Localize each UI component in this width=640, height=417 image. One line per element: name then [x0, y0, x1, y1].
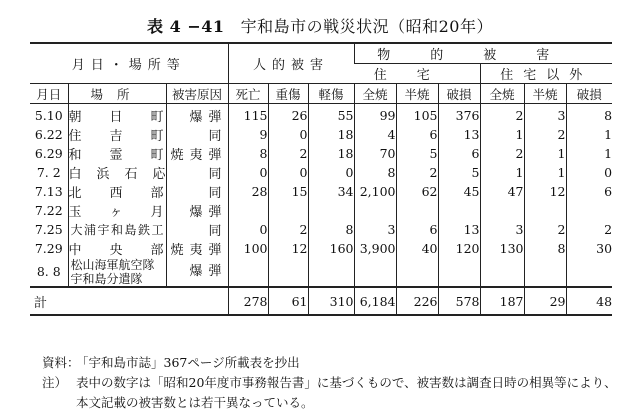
- cell-light: 160: [308, 239, 354, 258]
- header-date: 月日: [30, 84, 68, 104]
- cell-date: 7.29: [34, 241, 63, 256]
- cell-o-full: 1: [480, 163, 524, 182]
- cell-h-half: 5: [396, 144, 438, 163]
- cell-place: 住吉町: [68, 125, 166, 144]
- cell-o-half: 12: [524, 182, 566, 201]
- cell-h-full: 70: [354, 144, 396, 163]
- cell-light: [308, 258, 354, 287]
- cell-place: 白浜石応: [68, 163, 166, 182]
- cell-dead: 8: [228, 144, 268, 163]
- header-severe: 重傷: [268, 84, 308, 104]
- header-h-full: 全焼: [354, 84, 396, 104]
- cell-h-half: 62: [396, 182, 438, 201]
- cell-h-destroyed: [438, 258, 480, 287]
- cell-light: 18: [308, 125, 354, 144]
- header-human-damage: 人的被害: [228, 43, 354, 84]
- cell-date: 8. 8: [36, 264, 61, 279]
- total-dead: 278: [228, 287, 268, 315]
- cell-o-destroyed: 6: [566, 182, 612, 201]
- total-h-full: 6,184: [354, 287, 396, 315]
- header-o-half: 半焼: [524, 84, 566, 104]
- cell-severe: 2: [268, 144, 308, 163]
- table-row: [30, 239, 612, 258]
- cell-light: 8: [308, 220, 354, 239]
- cell-o-full: 1: [480, 125, 524, 144]
- table-row: [30, 258, 612, 287]
- source-note: [42, 353, 617, 373]
- cell-h-destroyed: 6: [438, 144, 480, 163]
- cell-o-destroyed: 1: [566, 125, 612, 144]
- header-o-destroyed: 破損: [566, 84, 612, 104]
- cell-h-half: [396, 258, 438, 287]
- cell-o-half: 8: [524, 239, 566, 258]
- cell-o-half: 1: [524, 163, 566, 182]
- footnote: [42, 373, 617, 393]
- cell-cause: 爆弾: [166, 201, 228, 220]
- cell-o-full: [480, 258, 524, 287]
- cell-h-full: 8: [354, 163, 396, 182]
- total-o-destroyed: 48: [566, 287, 612, 315]
- cell-cause: 爆弾: [166, 104, 228, 126]
- total-light: 310: [308, 287, 354, 315]
- cell-h-destroyed: 120: [438, 239, 480, 258]
- cell-severe: [268, 201, 308, 220]
- cell-o-full: 47: [480, 182, 524, 201]
- cell-o-destroyed: 0: [566, 163, 612, 182]
- cell-place: 北西部: [68, 182, 166, 201]
- cell-o-full: 2: [480, 144, 524, 163]
- cell-severe: [268, 258, 308, 287]
- cell-severe: 26: [268, 104, 308, 126]
- footnote-label: 注）: [42, 375, 68, 390]
- cell-o-destroyed: 30: [566, 239, 612, 258]
- cell-light: 34: [308, 182, 354, 201]
- header-place: 場所: [68, 84, 166, 104]
- header-dead: 死亡: [228, 84, 268, 104]
- cell-dead: 9: [228, 125, 268, 144]
- cell-place: 大浦宇和島鉄工: [68, 220, 166, 239]
- cell-place: 朝日町: [68, 104, 166, 126]
- cell-light: 0: [308, 163, 354, 182]
- cell-severe: 0: [268, 163, 308, 182]
- cell-h-full: [354, 201, 396, 220]
- table-row: [30, 201, 612, 220]
- cell-h-destroyed: 13: [438, 220, 480, 239]
- cell-o-half: [524, 201, 566, 220]
- table-row: [30, 125, 612, 144]
- cell-o-full: 2: [480, 104, 524, 126]
- header-o-full: 全焼: [480, 84, 524, 104]
- cell-severe: 12: [268, 239, 308, 258]
- total-o-full: 187: [480, 287, 524, 315]
- cell-date: 7.22: [34, 203, 63, 218]
- cell-cause: 焼夷弾: [166, 144, 228, 163]
- cell-o-destroyed: [566, 201, 612, 220]
- cell-dead: 0: [228, 163, 268, 182]
- cell-o-destroyed: [566, 258, 612, 287]
- table-caption: 宇和島市の戦災状況（昭和20年）: [240, 17, 493, 36]
- cell-light: [308, 201, 354, 220]
- cell-h-full: 2,100: [354, 182, 396, 201]
- table-number: 表 4 −41: [147, 17, 225, 36]
- cell-h-destroyed: 13: [438, 125, 480, 144]
- header-property-damage: 物的被害: [354, 43, 612, 64]
- cell-place-line1: 松山海軍航空隊: [70, 258, 155, 272]
- cell-h-half: 6: [396, 220, 438, 239]
- cell-severe: 2: [268, 220, 308, 239]
- cell-cause: 焼夷弾: [166, 239, 228, 258]
- cell-h-full: 3,900: [354, 239, 396, 258]
- cell-o-destroyed: 8: [566, 104, 612, 126]
- cell-place: 和霊町: [68, 144, 166, 163]
- cell-o-full: 130: [480, 239, 524, 258]
- header-non-housing: 住宅以外: [480, 64, 612, 84]
- cell-h-destroyed: [438, 201, 480, 220]
- cell-cause: 同: [166, 163, 228, 182]
- cell-light: 18: [308, 144, 354, 163]
- cell-date: 7.25: [34, 222, 63, 237]
- header-cause: 被害原因: [166, 84, 228, 104]
- cell-severe: 0: [268, 125, 308, 144]
- cell-dead: [228, 201, 268, 220]
- cell-date: 6.22: [34, 127, 63, 142]
- cell-o-full: [480, 201, 524, 220]
- cell-light: 55: [308, 104, 354, 126]
- table-row: [30, 163, 612, 182]
- cell-cause: 同: [166, 182, 228, 201]
- header-date-place: 月日・場所等: [30, 43, 228, 84]
- cell-o-destroyed: 2: [566, 220, 612, 239]
- cell-date: 5.10: [34, 108, 63, 123]
- table-row: [30, 220, 612, 239]
- cell-o-half: 2: [524, 220, 566, 239]
- table-row: [30, 144, 612, 163]
- header-h-half: 半焼: [396, 84, 438, 104]
- table-row: [30, 104, 612, 126]
- source-text: 「宇和島市誌」367ページ所載表を抄出: [76, 355, 300, 370]
- cell-date: 6.29: [34, 146, 63, 161]
- cell-h-half: 105: [396, 104, 438, 126]
- cell-o-half: 2: [524, 125, 566, 144]
- header-housing: 住宅: [354, 64, 480, 84]
- cell-severe: 15: [268, 182, 308, 201]
- cell-cause: 同: [166, 125, 228, 144]
- total-severe: 61: [268, 287, 308, 315]
- source-label: 資料：: [42, 355, 80, 370]
- cell-place: [68, 258, 166, 287]
- cell-dead: 115: [228, 104, 268, 126]
- cell-h-full: 3: [354, 220, 396, 239]
- cell-date: 7.13: [34, 184, 63, 199]
- footnote-continued: 本文記載の被害数とは若干異なっている。: [76, 395, 314, 410]
- total-h-half: 226: [396, 287, 438, 315]
- cell-h-half: 6: [396, 125, 438, 144]
- cell-h-full: 99: [354, 104, 396, 126]
- cell-dead: 0: [228, 220, 268, 239]
- total-o-half: 29: [524, 287, 566, 315]
- cell-o-half: 3: [524, 104, 566, 126]
- footnote-text: 表中の数字は「昭和20年度市事務報告書」に基づくもので、被害数は調査日時の相異等により、: [76, 375, 617, 390]
- cell-h-half: 2: [396, 163, 438, 182]
- cell-place: 玉ヶ月: [68, 201, 166, 220]
- cell-dead: 28: [228, 182, 268, 201]
- cell-h-full: [354, 258, 396, 287]
- cell-o-full: 3: [480, 220, 524, 239]
- war-damage-table: [30, 42, 612, 316]
- header-h-destroyed: 破損: [438, 84, 480, 104]
- header-light: 軽傷: [308, 84, 354, 104]
- total-label: 計: [30, 287, 228, 315]
- total-h-destroyed: 578: [438, 287, 480, 315]
- table-row: [30, 182, 612, 201]
- cell-place-line2: 宇和島分遣隊: [70, 272, 143, 286]
- cell-o-destroyed: 1: [566, 144, 612, 163]
- cell-date: 7. 2: [36, 165, 61, 180]
- cell-place: 中央部: [68, 239, 166, 258]
- cell-h-destroyed: 5: [438, 163, 480, 182]
- cell-h-full: 4: [354, 125, 396, 144]
- cell-o-half: [524, 258, 566, 287]
- total-row: [30, 287, 612, 315]
- cell-h-half: [396, 201, 438, 220]
- cell-cause: 爆弾: [166, 258, 228, 287]
- cell-h-destroyed: 45: [438, 182, 480, 201]
- cell-cause: 同: [166, 220, 228, 239]
- cell-h-destroyed: 376: [438, 104, 480, 126]
- cell-h-half: 40: [396, 239, 438, 258]
- cell-dead: [228, 258, 268, 287]
- cell-dead: 100: [228, 239, 268, 258]
- table-notes: [42, 353, 617, 413]
- table-title: [0, 14, 640, 37]
- cell-o-half: 1: [524, 144, 566, 163]
